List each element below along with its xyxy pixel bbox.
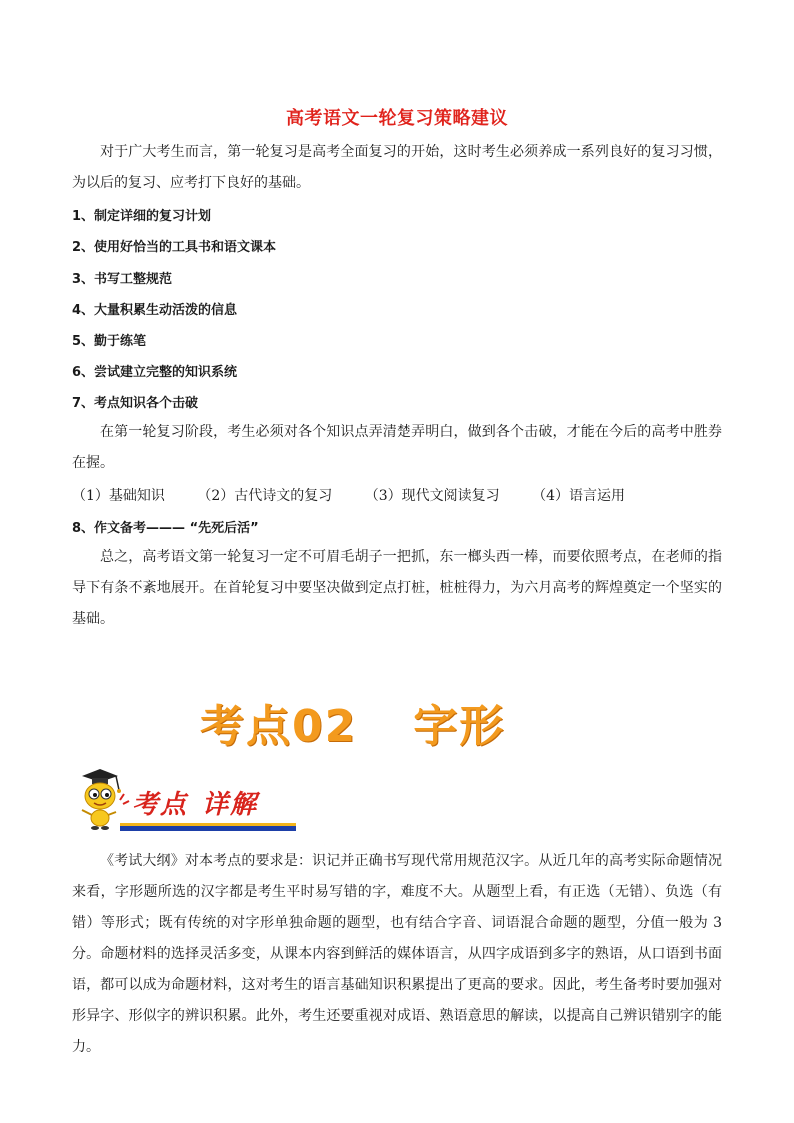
- intro-paragraph: 对于广大考生而言，第一轮复习是高考全面复习的开始，这时考生必须养成一系列良好的复习习惯，为以后的复习、应考打下良好的基础。: [72, 144, 722, 191]
- list-item-4: 4、大量积累生动活泼的信息: [72, 303, 238, 318]
- page-title: 高考语文一轮复习策略建议: [286, 108, 508, 129]
- section-banner: [70, 768, 298, 834]
- list-item-3: 3、书写工整规范: [72, 272, 173, 287]
- topic-item: （4）语言运用: [532, 488, 626, 504]
- section-heading: [200, 690, 505, 754]
- topic-item: （2）古代诗文的复习: [197, 488, 333, 504]
- section-heading-code: 考点02: [200, 701, 358, 752]
- list-item-5: 5、勤于练笔: [72, 334, 147, 349]
- summary-paragraph: 总之，高考语文第一轮复习一定不可眉毛胡子一把抓，东一榔头西一棒，而要依照考点，在老师的指导下有条不紊地展开。在首轮复习中要坚决做到定点打桩，桩桩得力，为六月高考的辉煌奠定一个坚实的基础。: [72, 549, 722, 627]
- detail-paragraph: 《考试大纲》对本考点的要求是：识记并正确书写现代常用规范汉字。从近几年的高考实际命题情况来看，字形题所选的汉字都是考生平时易写错的字，难度不大。从题型上看，有正选（无错）、负选（有错）等形式；既有传统的对字形单独命题的题型，也有结合字音、词语混合命题的题型，分值一般为 3分。命题材料的选择灵活多变，从课本内容到鲜活的媒体语言，从四字成语到多字的熟语，从口语到书面语，都可以成为命题材料，这对考生的语言基础知识积累提出了更高的要求。因此，考生备考时要加强对形异字、形似字的辨识积累。此外，考生还要重视对成语、熟语意思的解读，以提高自己辨识错别字的能力。: [72, 853, 722, 1055]
- list-item-8: 8、作文备考——— “先死后活”: [72, 521, 259, 536]
- banner-title: 考点 详解: [132, 790, 259, 820]
- list-item-6: 6、尝试建立完整的知识系统: [72, 365, 238, 380]
- topic-item: （3）现代文阅读复习: [364, 488, 500, 504]
- topic-list: [72, 485, 653, 505]
- banner-underline: [120, 826, 296, 831]
- item7-paragraph: 在第一轮复习阶段，考生必须对各个知识点弄清楚弄明白，做到各个击破，才能在今后的高考中胜券在握。: [72, 424, 722, 471]
- topic-item: （1）基础知识: [72, 488, 165, 504]
- list-item-7: 7、考点知识各个击破: [72, 396, 199, 411]
- section-heading-topic: 字形: [413, 701, 506, 752]
- list-item-1: 1、制定详细的复习计划: [72, 209, 212, 224]
- list-item-2: 2、使用好恰当的工具书和语文课本: [72, 240, 277, 255]
